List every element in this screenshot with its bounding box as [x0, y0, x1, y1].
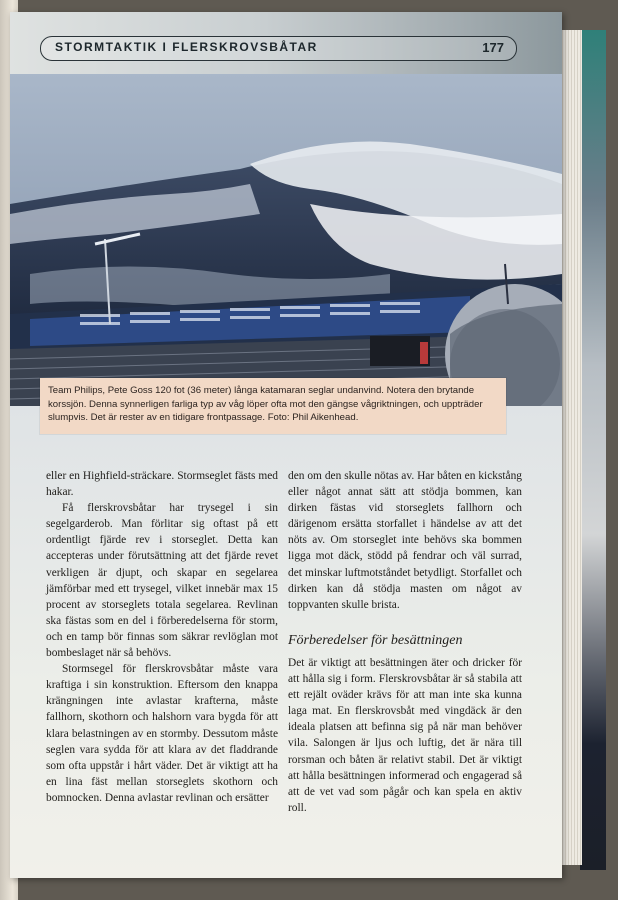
running-header [10, 12, 562, 74]
left-paragraph-3: Stormsegel för flerskrovsbåtar måste vara kraftiga i sin konstruktion. Eftersom den knappa krängningen inte avlastar krafterna, måste fallhorn, skothorn och halshorn vara bygda för att klara belastningen av en stormby. Dessutom måste seglen vara sydda för att klara av det fladdrande som ofta uppstår i hårt väder. Det är viktigt att ha en lina fäst mellan storseglets skothorn och bomnocken. Denna avlastar revlinan och ersätter [46, 663, 278, 804]
storm-photo [10, 74, 562, 406]
right-paragraph-2: Det är viktigt att besättningen äter och dricker för att hålla sig i form. Flerskrovsbåtar är så stabila att ett rejält oväder krävs för att man inte ska kunna laga mat. En flerskrovsbåt med vingdäck är den ideala platsen att befinna sig på när man behöver vila. Salongen är ljus och luftig, det är nära till rorsman och båten är relativt stabil. Det är viktigt att hålla besättningen informerad och engagerad så att de vet vad som pågår och kan spela en aktiv roll. [288, 656, 522, 814]
book-page [10, 12, 562, 878]
chapter-title: STORMTAKTIK I FLERSKROVSBÅTAR [55, 40, 318, 54]
photo-caption: Team Philips, Pete Goss 120 fot (36 meter) långa katamaran seglar undanvind. Notera den brytande korssjön. Denna synnerligen farliga typ av våg löper ofta mot den gängse vågriktningen, och uppträder slumpvis. Det är rester av en tidigare frontpassage. Foto: Phil Aikenhead. [40, 378, 506, 434]
page-number: 177 [482, 40, 504, 55]
header-banner [40, 36, 517, 61]
page-stack-edge [560, 30, 582, 865]
right-column [288, 468, 522, 816]
left-column [46, 468, 278, 806]
section-subheading: Förberedelser för besättningen [288, 632, 463, 648]
left-paragraph-2: Få flerskrovsbåtar har trysegel i sin segelgarderob. Man förlitar sig oftast på ett ordentligt fjärde rev i storseglet. Detta kan accepteras under förutsättning att det fjärde revet verkligen är djupt, och skapar en segelarea jämförbar med ett trysegel, vilket innebär max 15 procent av storseglets totala segelarea. Revlinan ska fästas som en del i förberedelserna för storm, och en tamp bör finnas som säkrar revlöglan mot bombeslaget när så behövs. [46, 502, 278, 660]
next-page-edge [580, 30, 606, 870]
left-paragraph-1: eller en Highfield-sträckare. Stormseglet fästs med hakar. [46, 470, 278, 499]
right-paragraph-1: den om den skulle nötas av. Har båten en kickstång eller något annat sätt att stödja bommen, kan dirken fästas vid storseglets fallhorn och därigenom ersätta storfallet i händelse av att det nöts av. Om storseglet inte behövs ska bommen ligga mot däck, stödd på fendrar och väl surrad, det minskar luftmotståndet betydligt. Storfallet och dirken kan då stödja masten om något av toppvanten skulle brista. [288, 470, 522, 611]
